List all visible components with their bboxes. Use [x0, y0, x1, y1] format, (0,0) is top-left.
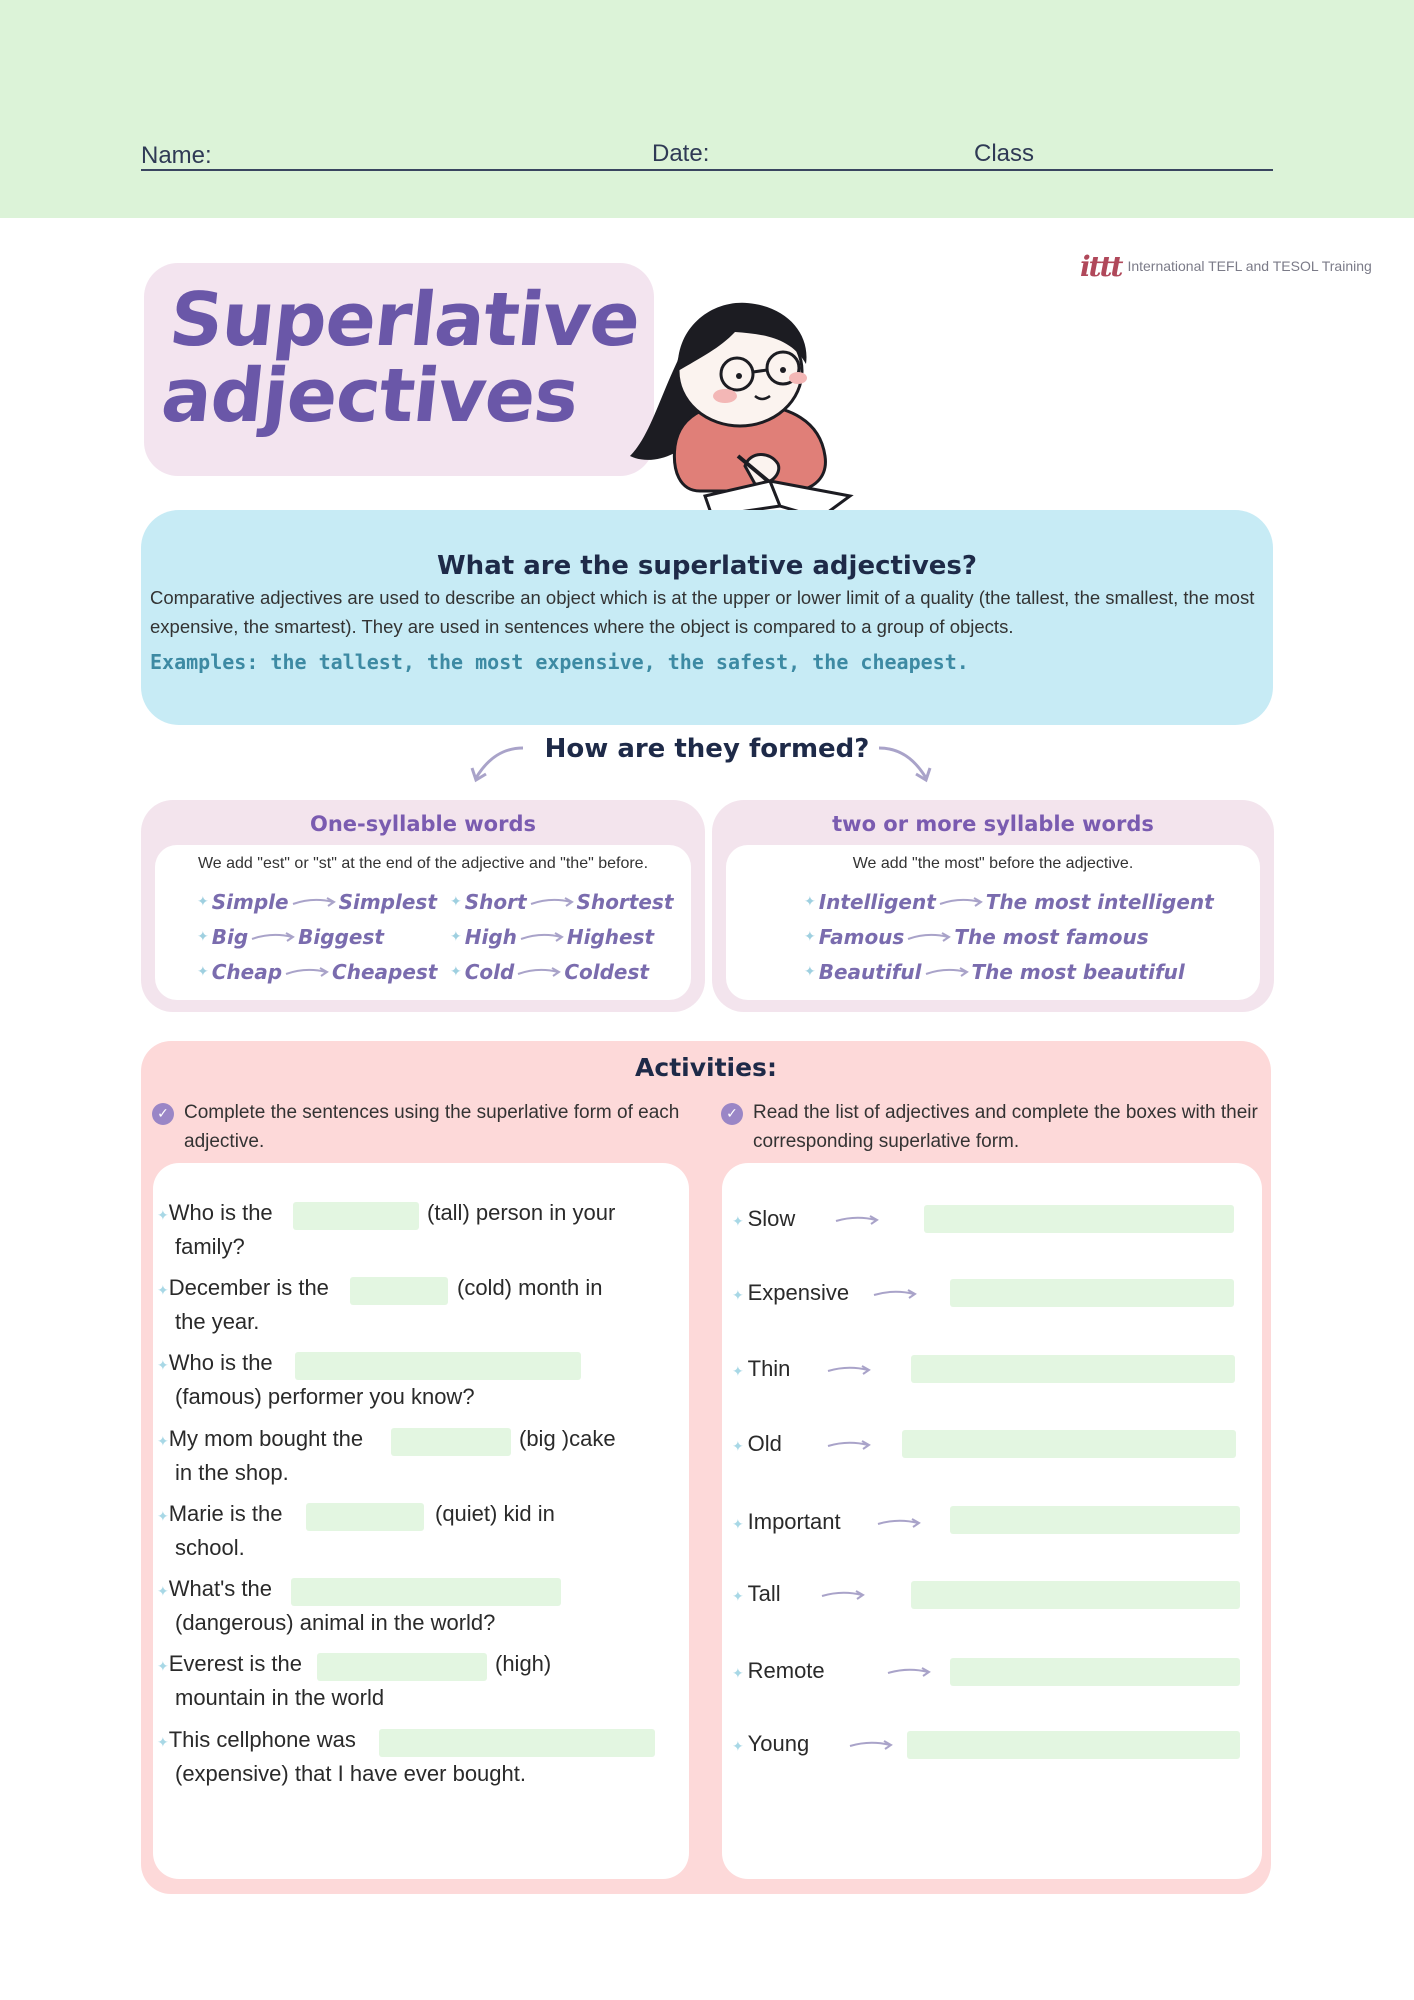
- pair-item: ✦ Simple Simplest: [197, 890, 437, 914]
- sparkle-icon: ✦: [732, 1213, 748, 1229]
- sparkle-icon: ✦: [450, 929, 462, 945]
- answer-box[interactable]: [950, 1279, 1234, 1307]
- answer-blank[interactable]: [391, 1428, 511, 1456]
- class-label: Class: [974, 140, 1035, 167]
- answer-blank[interactable]: [293, 1202, 419, 1230]
- title-line-1: Superlative: [165, 277, 644, 363]
- arrow-icon: [876, 1516, 924, 1530]
- definition-examples: Examples: the tallest, the most expensive, the safest, the cheapest.: [150, 650, 969, 674]
- sparkle-icon: ✦: [157, 1282, 169, 1298]
- arrow-icon: [872, 1287, 920, 1301]
- sentence-item: ✦My mom bought the (big )cake in the shop.: [157, 1426, 616, 1485]
- answer-blank[interactable]: [317, 1653, 487, 1681]
- sparkle-icon: ✦: [732, 1665, 748, 1681]
- answer-blank[interactable]: [291, 1578, 561, 1606]
- one-syllable-box: [141, 800, 705, 1012]
- arrow-icon: [820, 1588, 868, 1602]
- sparkle-icon: ✦: [197, 929, 209, 945]
- sentence-item: ✦December is the (cold) month in the year.: [157, 1275, 603, 1334]
- sentence-item: ✦Who is the (tall) person in your family?: [157, 1200, 616, 1259]
- sparkle-icon: ✦: [157, 1357, 169, 1373]
- multi-syllable-heading: two or more syllable words: [832, 812, 1154, 836]
- sparkle-icon: ✦: [732, 1287, 748, 1303]
- arrow-icon: [848, 1738, 896, 1752]
- sparkle-icon: ✦: [157, 1508, 169, 1524]
- title-line-2: adjectives: [157, 353, 583, 439]
- pair-item: ✦ Cheap Cheapest: [197, 960, 438, 984]
- arrow-icon: [291, 895, 337, 909]
- girl-reading-illustration: [620, 296, 875, 531]
- logo-text: International TEFL and TESOL Training: [1127, 258, 1372, 274]
- pair-item: ✦ Big Biggest: [197, 925, 384, 949]
- answer-blank[interactable]: [350, 1277, 448, 1305]
- sparkle-icon: ✦: [450, 894, 462, 910]
- adjective-item: ✦ Expensive: [732, 1280, 850, 1305]
- answer-box[interactable]: [902, 1430, 1236, 1458]
- header-band: [0, 0, 1414, 218]
- sparkle-icon: ✦: [732, 1738, 748, 1754]
- sentence-item: ✦What's the (dangerous) animal in the world?: [157, 1576, 496, 1635]
- sparkle-icon: ✦: [197, 894, 209, 910]
- arrow-icon: [834, 1213, 882, 1227]
- definition-text: Comparative adjectives are used to describe an object which is at the upper or lower limit of a quality (the tallest, the smallest, the most expensive, the smartest). They are used in sentences where the object is compared to a group of objects.: [150, 587, 1255, 637]
- arrow-icon: [924, 965, 970, 979]
- adjective-item: ✦ Thin: [732, 1356, 791, 1381]
- sparkle-icon: ✦: [157, 1207, 169, 1223]
- arrow-icon: [284, 965, 330, 979]
- pair-item: ✦ Intelligent The most intelligent: [804, 890, 1214, 914]
- definition-question: What are the superlative adjectives?: [437, 551, 977, 581]
- sparkle-icon: ✦: [157, 1658, 169, 1674]
- sparkle-icon: ✦: [157, 1734, 169, 1750]
- pair-item: ✦ High Highest: [450, 925, 655, 949]
- pair-item: ✦ Short Shortest: [450, 890, 674, 914]
- sparkle-icon: ✦: [732, 1363, 748, 1379]
- arrow-icon: [826, 1363, 874, 1377]
- adjective-item: ✦ Slow: [732, 1206, 796, 1231]
- adjective-item: ✦ Tall: [732, 1581, 781, 1606]
- sparkle-icon: ✦: [804, 964, 816, 980]
- arrow-icon: [906, 930, 952, 944]
- arrow-icon: [938, 895, 984, 909]
- how-formed-heading: How are they formed?: [544, 734, 870, 764]
- curved-arrow-right-icon: [874, 740, 934, 785]
- answer-box[interactable]: [950, 1658, 1240, 1686]
- answer-box[interactable]: [911, 1581, 1240, 1609]
- arrow-icon: [826, 1438, 874, 1452]
- adjective-item: ✦ Important: [732, 1509, 841, 1534]
- arrow-icon: [886, 1665, 934, 1679]
- answer-blank[interactable]: [379, 1729, 655, 1757]
- multi-syllable-inner: [726, 845, 1260, 1000]
- one-syllable-inner: [155, 845, 691, 1000]
- sparkle-icon: ✦: [197, 964, 209, 980]
- sparkle-icon: ✦: [732, 1516, 748, 1532]
- one-syllable-heading: One-syllable words: [309, 812, 537, 836]
- pair-item: ✦ Famous The most famous: [804, 925, 1149, 949]
- answer-box[interactable]: [950, 1506, 1240, 1534]
- answer-box[interactable]: [924, 1205, 1234, 1233]
- sparkle-icon: ✦: [804, 894, 816, 910]
- pair-item: ✦ Cold Coldest: [450, 960, 649, 984]
- multi-syllable-description: We add "the most" before the adjective.: [852, 855, 1134, 872]
- adjective-item: ✦ Remote: [732, 1658, 825, 1683]
- adjective-item: ✦ Young: [732, 1731, 810, 1756]
- activity-2-instruction: Read the list of adjectives and complete the boxes with their corresponding superlative form.: [753, 1102, 1258, 1152]
- sparkle-icon: ✦: [732, 1588, 748, 1604]
- sentence-item: ✦Marie is the (quiet) kid in school.: [157, 1501, 555, 1560]
- ittt-logo: [1080, 248, 1372, 284]
- sentence-item: ✦Everest is the (high) mountain in the world: [157, 1651, 552, 1710]
- activities-title: Activities:: [635, 1053, 777, 1082]
- date-label: Date:: [652, 140, 710, 167]
- arrow-icon: [250, 930, 296, 944]
- adjective-item: ✦ Old: [732, 1431, 782, 1456]
- logo-mark: ittt: [1080, 249, 1122, 283]
- answer-blank[interactable]: [295, 1352, 581, 1380]
- sparkle-icon: ✦: [450, 964, 462, 980]
- pair-item: ✦ Beautiful The most beautiful: [804, 960, 1185, 984]
- arrow-icon: [519, 930, 565, 944]
- check-icon: ✓: [152, 1103, 174, 1125]
- arrow-icon: [529, 895, 575, 909]
- multi-syllable-box: [712, 800, 1274, 1012]
- sentence-item: ✦Who is the (famous) performer you know?: [157, 1350, 475, 1409]
- page-title: [157, 277, 654, 439]
- answer-box[interactable]: [911, 1355, 1235, 1383]
- sparkle-icon: ✦: [157, 1583, 169, 1599]
- answer-blank[interactable]: [306, 1503, 424, 1531]
- activity-1-instruction: Complete the sentences using the superlative form of each adjective.: [184, 1102, 680, 1152]
- answer-box[interactable]: [907, 1731, 1240, 1759]
- sparkle-icon: ✦: [157, 1433, 169, 1449]
- one-syllable-description: We add "est" or "st" at the end of the adjective and "the" before.: [197, 855, 649, 872]
- sentences-panel: [153, 1163, 689, 1879]
- name-label: Name:: [141, 142, 212, 169]
- header-underline: [141, 169, 1273, 171]
- arrow-icon: [516, 965, 562, 979]
- sentence-item: ✦This cellphone was (expensive) that I have ever bought.: [157, 1727, 526, 1786]
- adjectives-panel: [722, 1163, 1262, 1879]
- sparkle-icon: ✦: [804, 929, 816, 945]
- check-icon: ✓: [721, 1103, 743, 1125]
- sparkle-icon: ✦: [732, 1438, 748, 1454]
